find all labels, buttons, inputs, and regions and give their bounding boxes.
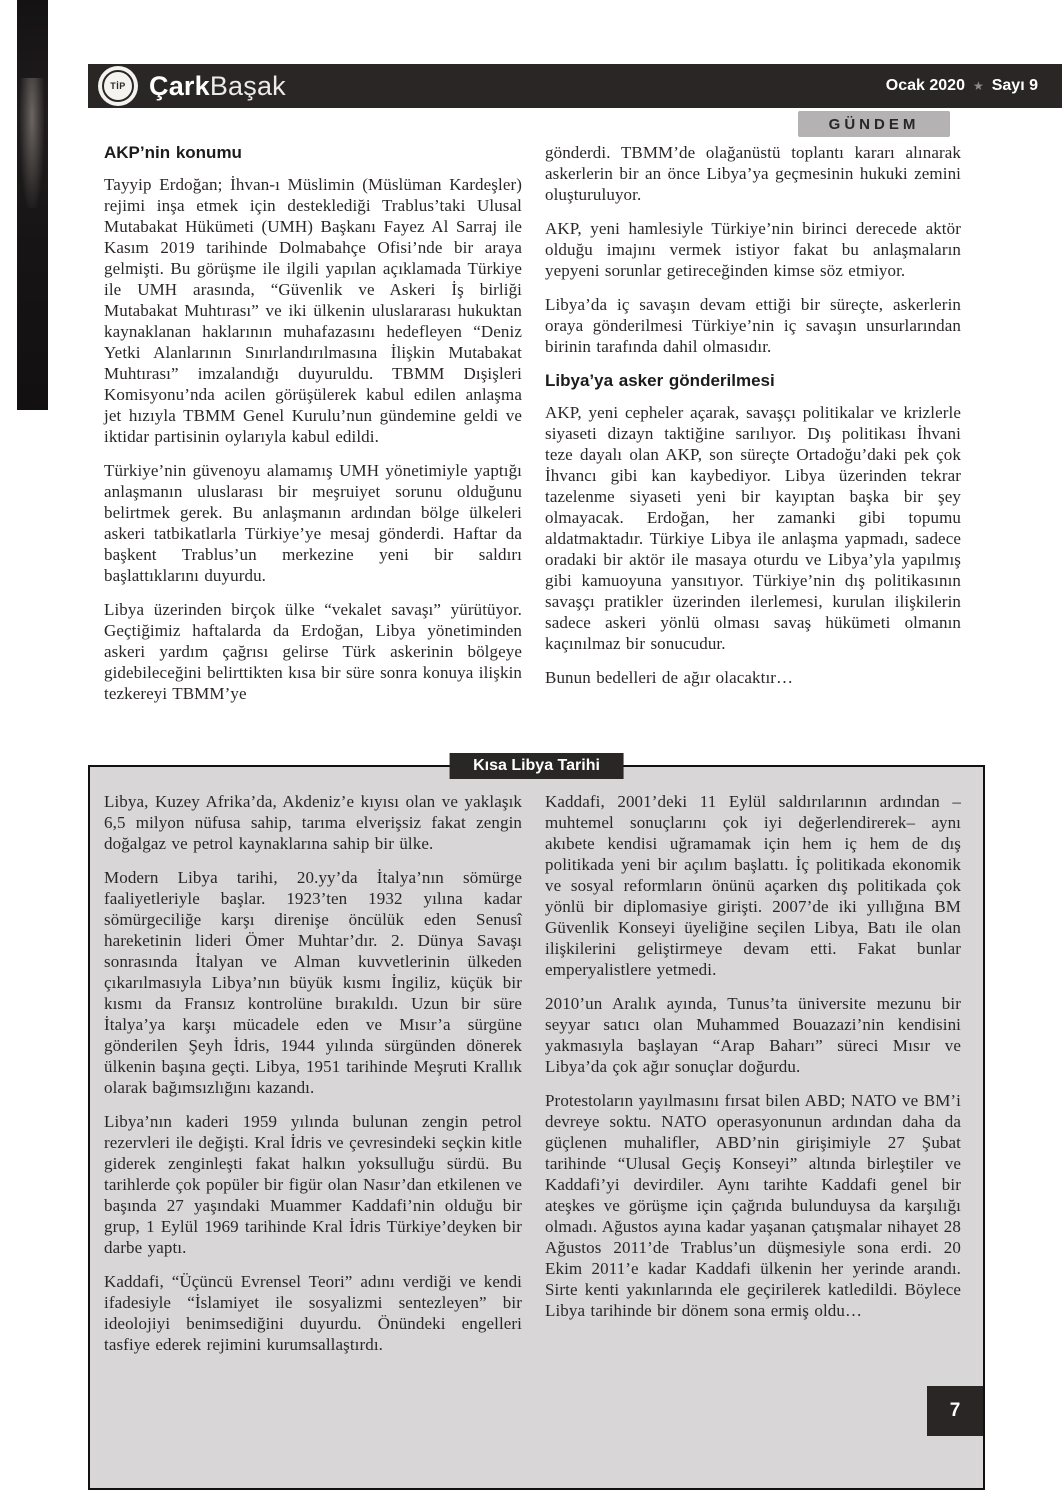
article-heading-libya: Libya’ya asker gönderilmesi	[545, 371, 775, 390]
paragraph: AKP, yeni cepheler açarak, savaşçı politikalar ve krizlerle siyaseti dizayn taktiğine sarılıyor. Dış politikası İhvani teze dayalı olan AKP, son süreçte Ortadoğu’daki pek çok İhvancı gibi kan kaybediyor. Libya üzerinden tekrar tazelenme siyaseti yeni bir kayıptan başka bir şey olmayacak. Erdoğan, her zamanki gibi topumu aldatmaktadır. Türkiye Libya ile anlaşma yapmadı, sadece oradaki bir aktör ile masaya oturdu ve Libya’yla yapılmış gibi kamuoyuna yansıtıyor. Türkiye’nin dış politikasının savaşçı pratikler üzerinden ilerlemesi, kurulan ilişkilerin sadece askeri yönlü olması savaş hükümeti olmanın kaçınılmaz bir sonucudur.	[545, 403, 961, 653]
magazine-title-bold: Çark	[149, 70, 210, 101]
paragraph: AKP, yeni hamlesiyle Türkiye’nin birinci derecede aktör olduğu imajını vermek istiyor fakat bu anlaşmaların yepyeni sorunlar getireceğinden kimse söz etmiyor.	[545, 219, 961, 280]
history-column-left	[104, 791, 522, 1368]
issue-date: Ocak 2020	[885, 77, 965, 94]
paragraph: Libya’nın kaderi 1959 yılında bulunan zengin petrol rezervleri ile değişti. Kral İdris ve çevresindeki seçkin kitle giderek zenginleşti fakat halkın yoksulluğu sürdü. Bu tarihlerde çok popüler bir figür olan Nasır’dan etkilenen ve başında 27 yaşındaki Muammer Kaddafi’nin olduğu bir grup, 1 Eylül 1969 tarihinde Kral İdris Türkiye’deyken bir darbe yaptı.	[104, 1112, 522, 1257]
article-heading-akp: AKP’nin konumu	[104, 143, 242, 162]
magazine-title	[149, 70, 286, 101]
left-edge-photo	[17, 0, 48, 410]
paragraph: Libya’da iç savaşın devam ettiği bir süreçte, askerlerin oraya gönderilmesi Türkiye’nin iç savaşın unsurlarından birinin tarafında dahil olmasıdır.	[545, 295, 961, 356]
issue-number: Sayı 9	[991, 77, 1038, 94]
paragraph: Kaddafi, “Üçüncü Evrensel Teori” adını verdiği ve kendi ifadesiyle “İslamiyet ile sosyalizmi sentezleyen” bir ideolojiyi benimsediğini duyurdu. Önündeki engelleri tasfiye ederek rejimini kurumsallaştırdı.	[104, 1272, 522, 1354]
page-number: 7	[927, 1386, 983, 1436]
header-bar	[88, 64, 1062, 108]
paragraph: Protestoların yayılmasını fırsat bilen ABD; NATO ve BM’i devreye soktu. NATO operasyonunun ardından daha da güçlenen muhalifler, ABD’nin girişimiyle 27 Şubat tarihinde “Ulusal Geçiş Konseyi” altında birleştiler ve Kaddafi’yi devirdiler. Aynı tarihte Kaddafi genel bir ateşkes ve görüşme için çağrıda bulunduysa da karşılığı olmadı. Ağustos ayına kadar yaşanan çatışmalar nihayet 28 Ağustos 2011’de Trablus’un düşmesiyle sona erdi. 20 Ekim 2011’e kadar Kaddafi ülkenin her yerinde arandı. Sirte kenti yakınlarında ele geçirilerek katledildi. Böylece Libya tarihinde bir dönem sona ermiş oldu…	[545, 1091, 961, 1320]
section-label: GÜNDEM	[798, 111, 950, 137]
paragraph: Kaddafi, 2001’deki 11 Eylül saldırılarının ardından –muhtemel sonuçlarını çok iyi değerlendirerek– aynı akıbete kendisi uğramamak için hem iç hem de dış politikada yeni bir açılım başlattı. İç politikada ekonomik ve sosyal reformların önünü açarken dış politikada çok yönlü bir diplomasiye girişti. 2007’de iki yıllığına BM Güvenlik Konseyi üyeliğine seçilen Libya, Batı ile olan ilişkilerini geliştirmeye devam etti. Fakat bunlar emperyalistlere yetmedi.	[545, 792, 961, 979]
tip-logo-icon	[98, 66, 138, 106]
paragraph: 2010’un Aralık ayında, Tunus’ta üniversite mezunu bir seyyar satıcı olan Muhammed Bouazazi’nin kendisini yakmasıyla başlayan “Arap Baharı” süreci Mısır ve Libya’da çok ağır sonuçlar doğurdu.	[545, 994, 961, 1076]
magazine-title-light: Başak	[209, 70, 286, 101]
star-icon: ★	[972, 79, 984, 93]
history-box-title: Kısa Libya Tarihi	[449, 753, 624, 779]
article-column-right	[545, 142, 961, 701]
tip-logo-text: TİP	[102, 70, 134, 102]
paragraph: Türkiye’nin güvenoyu alamamış UMH yönetimiyle yaptığı anlaşmanın uluslarası bir meşruiyet sorunu olduğunu belirtmek gerek. Bu anlaşmanın ardından bölge ülkeleri askeri tatbikatlarla Türkiye’ye mesaj gönderdi. Haftar da başkent Trablus’un merkezine yeni bir saldırı başlattıklarını duyurdu.	[104, 461, 522, 585]
article-column-left	[104, 142, 522, 717]
history-column-right	[545, 791, 961, 1334]
history-box	[88, 757, 985, 1490]
issue-info	[886, 77, 1062, 95]
closing-line: Bunun bedelleri de ağır olacaktır…	[545, 668, 794, 687]
paragraph: Libya, Kuzey Afrika’da, Akdeniz’e kıyısı olan ve yaklaşık 6,5 milyon nüfusa sahip, tarıma elverişsiz fakat zengin doğalgaz ve petrol kaynaklarına sahip bir ülke.	[104, 792, 522, 853]
paragraph: Modern Libya tarihi, 20.yy’da İtalya’nın sömürge faaliyetleriyle başlar. 1923’ten 1932 yılına kadar sömürgeciliğe karşı direnişe öncülük eden Senusî hareketinin lideri Ömer Muhtar’dır. 2. Dünya Savaşı sonrasında İtalyan ve Alman kuvvetlerinin ülkeden çıkarılmasıyla Libya’nın büyük kısmı İngiliz, küçük bir kısmı da Fransız kontrolüne bırakıldı. Uzun bir süre İtalya’ya karşı mücadele eden ve Mısır’a sürgüne gönderilen Şeyh İdris, 1944 yılında sürgünden dönerek ülkenin başına geçti. Libya, 1951 tarihinde Meşruti Krallık olarak bağımsızlığını kazandı.	[104, 868, 522, 1097]
paragraph: gönderdi. TBMM’de olağanüstü toplantı kararı alınarak askerlerin bir an önce Libya’ya geçmesinin hukuki zemini oluşturuluyor.	[545, 143, 961, 204]
paragraph: Libya üzerinden birçok ülke “vekalet savaşı” yürütüyor. Geçtiğimiz haftalarda da Erdoğan, Libya yönetiminden askeri yardım çağrısı gelirse Türk askerinin bölgeye gidebileceğini belirttikten kısa bir süre sonra konuya ilişkin tezkereyi TBMM’ye	[104, 600, 522, 703]
paragraph: Tayyip Erdoğan; İhvan-ı Müslimin (Müslüman Kardeşler) rejimi inşa etmek için desteklediği Trablus’taki Ulusal Mutabakat Hükümeti (UMH) Başkanı Fayez Al Sarraj ile Kasım 2019 tarihinde Dolmabahçe Ofisi’nde bir araya gelmişti. Bu görüşme ile ilgili yapılan açıklamada Türkiye ile UMH arasında, “Güvenlik ve Askeri İş birliği Mutabakat Muhtırası” ve iki ülkenin uluslararası hukuktan kaynaklanan haklarının muhafazasını hedefleyen “Deniz Yetki Alanlarının Sınırlandırılmasına İlişkin Mutabakat Muhtırası” imzalandığı duyuruldu. TBMM Dışişleri Komisyonu’nda acilen görüşülerek kabul edilen anlaşma jet hızıyla TBMM Genel Kurulu’nun gündemine geldi ve iktidar partisinin oylarıyla kabul edildi.	[104, 175, 522, 446]
